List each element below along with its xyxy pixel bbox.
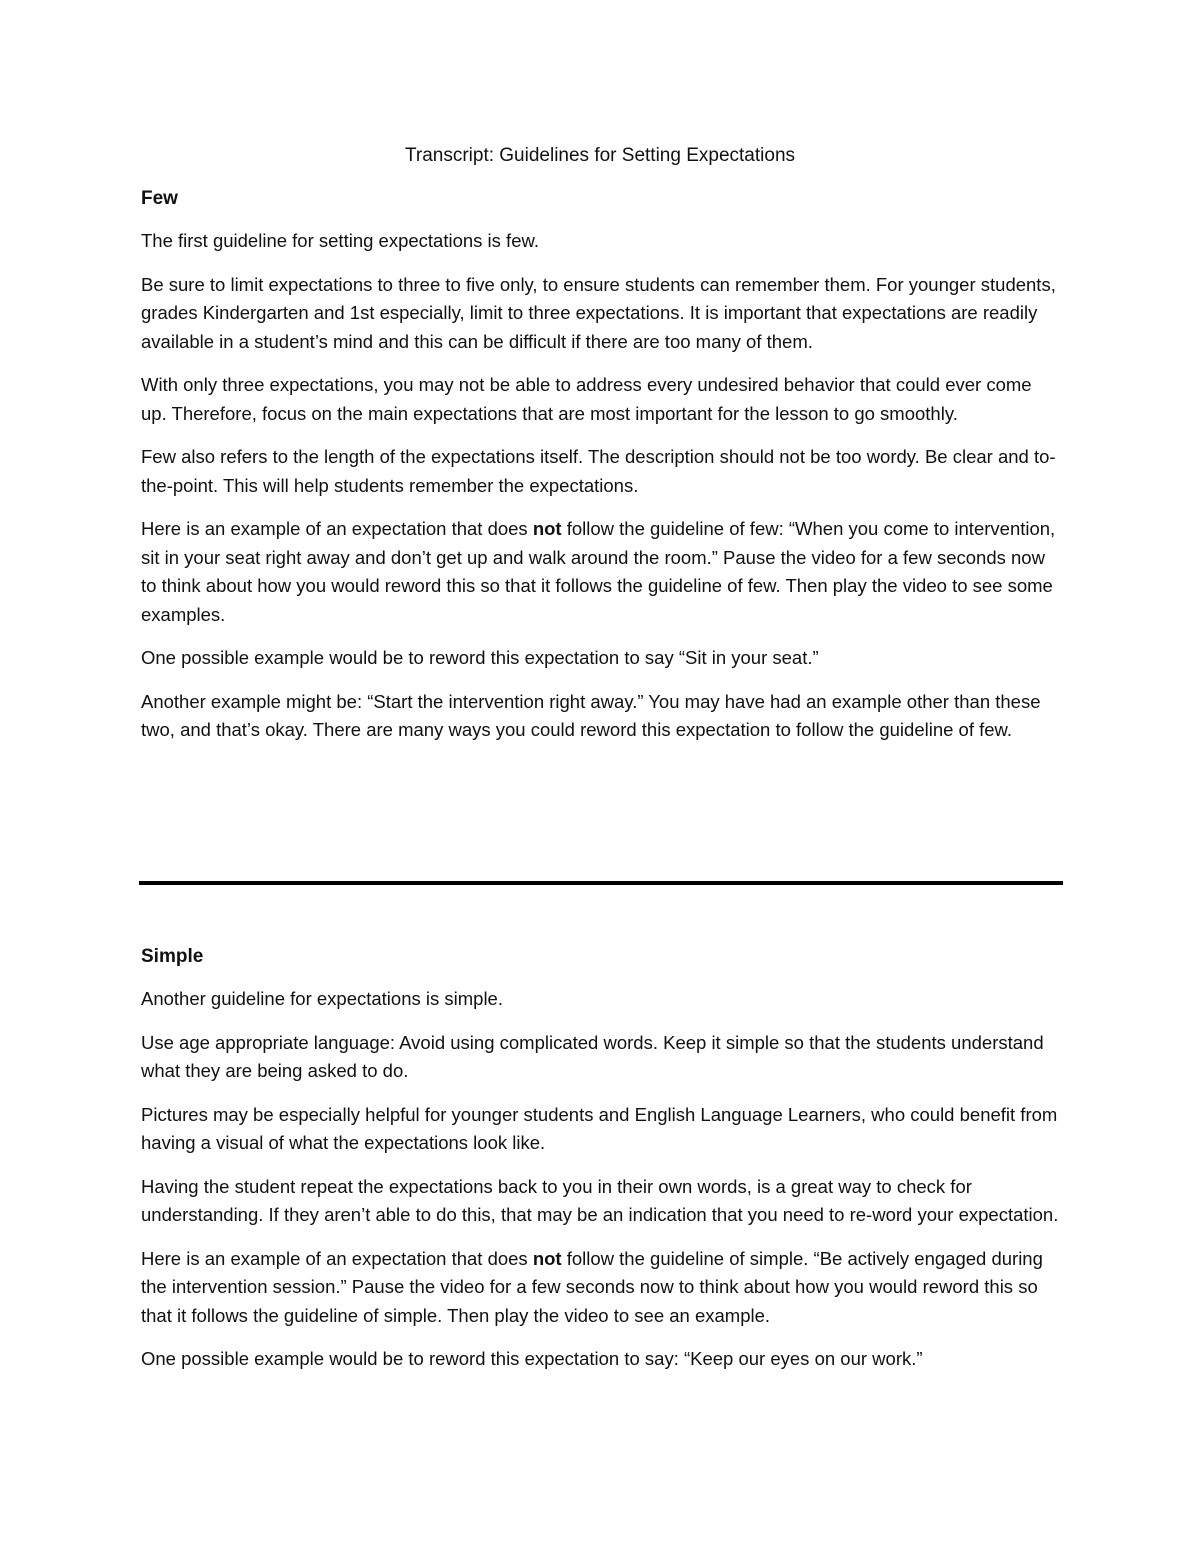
paragraph-example-few xyxy=(141,515,1061,629)
section-divider xyxy=(139,881,1063,885)
section-heading-few: Few xyxy=(141,188,178,209)
text-span: Here is an example of an expectation that does xyxy=(141,1247,533,1269)
paragraph: Pictures may be especially helpful for younger students and English Language Learners, who could benefit from having a visual of what the expectations look like. xyxy=(141,1103,1058,1153)
paragraph: Having the student repeat the expectations back to you in their own words, is a great way to check for understanding. If they aren’t able to do this, that may be an indication that you need to re-word your expectation. xyxy=(141,1175,1059,1225)
paragraph: One possible example would be to reword this expectation to say “Sit in your seat.” xyxy=(141,647,819,668)
emphasis-not: not xyxy=(532,1247,562,1269)
section-simple xyxy=(141,944,1061,1389)
paragraph: One possible example would be to reword this expectation to say: “Keep our eyes on our work.” xyxy=(141,1348,923,1369)
text-span: follow the guideline of few: “When you come to intervention, sit in your seat right away and don’t get up and walk around the room.” Pause the video for a few seconds now to think about how you would reword this so that it follows the guideline of few. Then play the video to see some examples. xyxy=(141,518,1056,625)
paragraph: Another example might be: “Start the intervention right away.” You may have had an example other than these two, and that’s okay. There are many ways you could reword this expectation to follow the guideline of few. xyxy=(141,690,1041,740)
paragraph: With only three expectations, you may not be able to address every undesired behavior that could ever come up. Therefore, focus on the main expectations that are most important for the lesson to go smoothly. xyxy=(141,374,1032,424)
text-span: Here is an example of an expectation that does xyxy=(141,518,533,539)
paragraph: Use age appropriate language: Avoid using complicated words. Keep it simple so that the students understand what they are being asked to do. xyxy=(141,1031,1044,1081)
paragraph: Another guideline for expectations is simple. xyxy=(141,988,503,1009)
paragraph: Be sure to limit expectations to three to five only, to ensure students can remember them. For younger students, grades Kindergarten and 1st especially, limit to three expectations. It is important that expectations are readily available in a student’s mind and this can be difficult if there are too many of them. xyxy=(141,273,1056,352)
document-title: Transcript: Guidelines for Setting Expectations xyxy=(404,145,796,166)
paragraph-example-simple xyxy=(141,1245,1061,1331)
paragraph: Few also refers to the length of the expectations itself. The description should not be too wordy. Be clear and to-the-point. This will help students remember the expectations. xyxy=(141,446,1056,496)
section-heading-simple: Simple xyxy=(141,946,204,967)
text-span: follow the guideline of simple. “Be actively engaged during the intervention session.” Pause the video for a few seconds now to think about how you would reword this so that it follows the guideline of simple. Then play the video to see an example. xyxy=(141,1247,1043,1326)
emphasis-not: not xyxy=(532,518,562,539)
section-few xyxy=(141,186,1061,760)
paragraph: The first guideline for setting expectations is few. xyxy=(141,230,539,251)
